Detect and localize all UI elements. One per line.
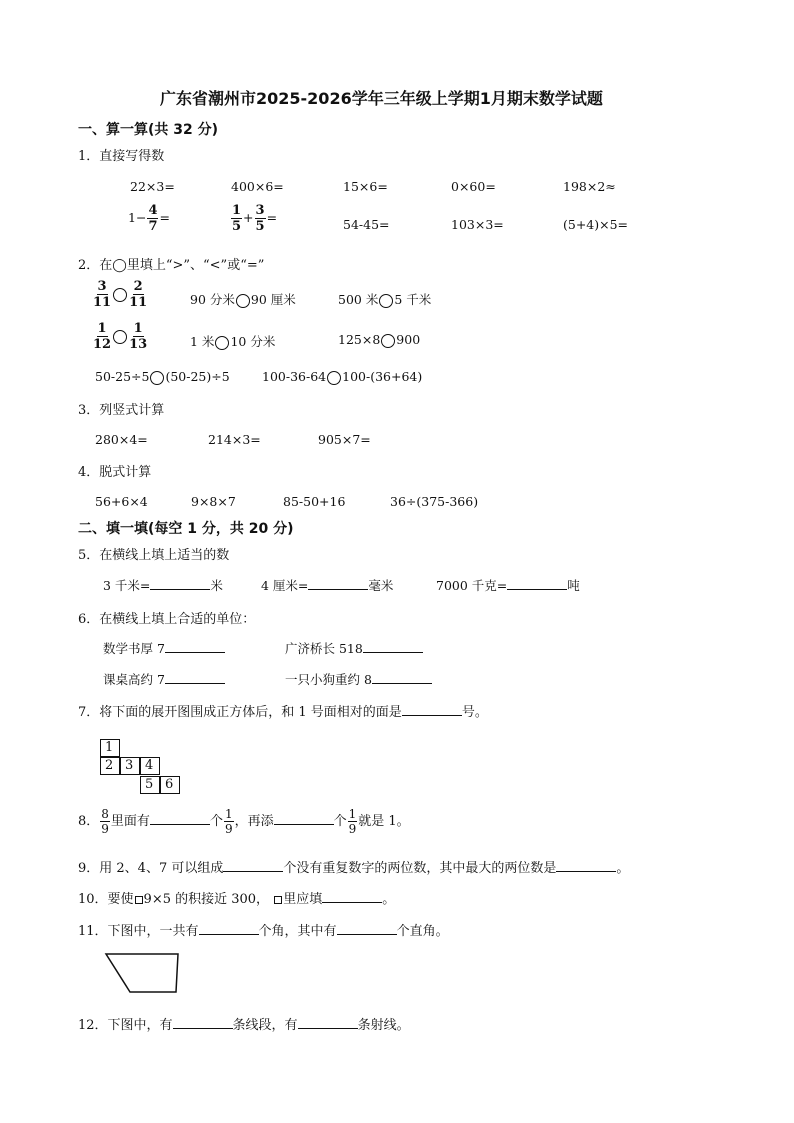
answer-blank[interactable] [322, 890, 382, 903]
q1-fraction-item-1: 1− $\frac{4}{7}$ = [128, 203, 170, 234]
q1-item-4: 0×60= [451, 179, 496, 194]
q1-item-10: (5+4)×5= [563, 217, 629, 232]
compare-circle[interactable] [150, 371, 164, 385]
answer-blank[interactable] [173, 1016, 233, 1029]
answer-blank[interactable] [150, 577, 210, 590]
fraction: $\frac{1}{13}$ [129, 321, 148, 352]
answer-blank[interactable] [308, 577, 368, 590]
answer-blank[interactable] [337, 922, 397, 935]
fraction: $\frac{1}{9}$ [224, 807, 233, 836]
compare-circle[interactable] [113, 288, 127, 302]
q4-item-4: 36÷(375-366) [390, 494, 479, 509]
q2-item-g: 50-25÷5 (50-25)÷5 [95, 369, 230, 384]
fraction: $\frac{4}{7}$ [148, 203, 158, 234]
compare-circle[interactable] [327, 371, 341, 385]
q1-item-8: 54-45= [343, 217, 390, 232]
compare-circle[interactable] [215, 336, 229, 350]
answer-blank[interactable] [298, 1016, 358, 1029]
answer-blank[interactable] [165, 671, 225, 684]
answer-blank[interactable] [556, 859, 616, 872]
q1-item-2: 400×6= [231, 179, 284, 194]
net-face-1: 1 [100, 739, 120, 757]
q2-item-c: 500 米 5 千米 [338, 292, 432, 307]
answer-blank[interactable] [165, 640, 225, 653]
q1-fraction-item-2: $\frac{1}{5}$ + $\frac{3}{5}$ = [232, 203, 278, 234]
answer-blank[interactable] [363, 640, 423, 653]
q5-item-c: 7000 千克= 吨 [436, 578, 580, 593]
q2-item-d [92, 322, 148, 351]
q2-item-a [92, 280, 148, 309]
q2-item-b: 90 分米 90 厘米 [190, 292, 296, 307]
q1-item-3: 15×6= [343, 179, 388, 194]
question-11: 11．下图中，一共有 个角，其中有 个直角。 [78, 924, 449, 939]
q4-item-3: 85-50+16 [283, 494, 346, 509]
trapezoid-shape [106, 954, 178, 992]
q1-item-5: 198×2≈ [563, 179, 616, 194]
question-2-label: 2．在◯里填上“>”、“<”或“=” [78, 258, 265, 273]
box-placeholder-icon [274, 896, 282, 904]
fraction: $\frac{1}{12}$ [93, 321, 112, 352]
q3-item-1: 280×4= [95, 432, 148, 447]
answer-blank[interactable] [402, 703, 462, 716]
q6-item-4: 一只小狗重约 8 [285, 670, 432, 688]
answer-blank[interactable] [223, 859, 283, 872]
fraction: $\frac{1}{5}$ [232, 203, 242, 234]
q4-item-1: 56+6×4 [95, 494, 148, 509]
q6-item-3: 课桌高约 7 [103, 670, 225, 688]
question-4-label: 4．脱式计算 [78, 465, 152, 480]
q3-item-2: 214×3= [208, 432, 261, 447]
q4-item-2: 9×8×7 [191, 494, 236, 509]
net-face-5: 5 [140, 776, 160, 794]
q6-item-2: 广济桥长 518 [285, 639, 423, 657]
q2-item-e: 1 米 10 分米 [190, 334, 276, 349]
q2-item-h: 100-36-64 100-(36+64) [262, 369, 423, 384]
question-3-label: 3．列竖式计算 [78, 403, 165, 418]
answer-blank[interactable] [507, 577, 567, 590]
q5-item-a: 3 千米= 米 [103, 578, 223, 593]
question-1-label: 1．直接写得数 [78, 149, 165, 164]
compare-circle[interactable] [381, 334, 395, 348]
net-face-6: 6 [160, 776, 180, 794]
net-face-2: 2 [100, 757, 120, 775]
section-heading-1: 一、算一算(共 32 分) [78, 122, 219, 138]
question-6-label: 6．在横线上填上合适的单位： [78, 612, 256, 627]
answer-blank[interactable] [150, 812, 210, 825]
net-face-3: 3 [120, 757, 140, 775]
question-8: 8． $\frac{8}{9}$ 里面有 个 $\frac{1}{9}$ ，再添 个 $\frac{1}{9}$ 就是 1。 [78, 807, 410, 836]
net-face-4: 4 [140, 757, 160, 775]
q1-item-1: 22×3= [130, 179, 175, 194]
trapezoid-figure [100, 950, 185, 995]
q3-item-3: 905×7= [318, 432, 371, 447]
q5-item-b: 4 厘米= 毫米 [261, 578, 394, 593]
compare-circle[interactable] [113, 330, 127, 344]
q1-item-9: 103×3= [451, 217, 504, 232]
q6-item-1: 数学书厚 7 [103, 639, 225, 657]
question-7: 7．将下面的展开图围成正方体后，和 1 号面相对的面是 号。 [78, 705, 488, 720]
fraction: $\frac{2}{11}$ [129, 279, 148, 310]
answer-blank[interactable] [199, 922, 259, 935]
question-10: 10．要使 9×5 的积接近 300， 里应填 。 [78, 892, 396, 907]
question-5-label: 5．在横线上填上适当的数 [78, 548, 230, 563]
q2-item-f: 125×8 900 [338, 332, 421, 347]
compare-circle[interactable] [379, 294, 393, 308]
box-placeholder-icon [135, 896, 143, 904]
question-12: 12．下图中，有 条线段，有 条射线。 [78, 1018, 410, 1033]
question-9: 9．用 2、4、7 可以组成 个没有重复数字的两位数，其中最大的两位数是 。 [78, 861, 630, 876]
fraction: $\frac{3}{11}$ [93, 279, 112, 310]
section-heading-2: 二、填一填(每空 1 分，共 20 分) [78, 521, 294, 537]
page-title: 广东省潮州市2025-2026学年三年级上学期1月期末数学试题 [160, 89, 603, 108]
fraction: $\frac{3}{5}$ [255, 203, 265, 234]
fraction: $\frac{8}{9}$ [101, 807, 109, 836]
answer-blank[interactable] [372, 671, 432, 684]
fraction: $\frac{1}{9}$ [348, 807, 357, 836]
compare-circle[interactable] [236, 294, 250, 308]
answer-blank[interactable] [274, 812, 334, 825]
